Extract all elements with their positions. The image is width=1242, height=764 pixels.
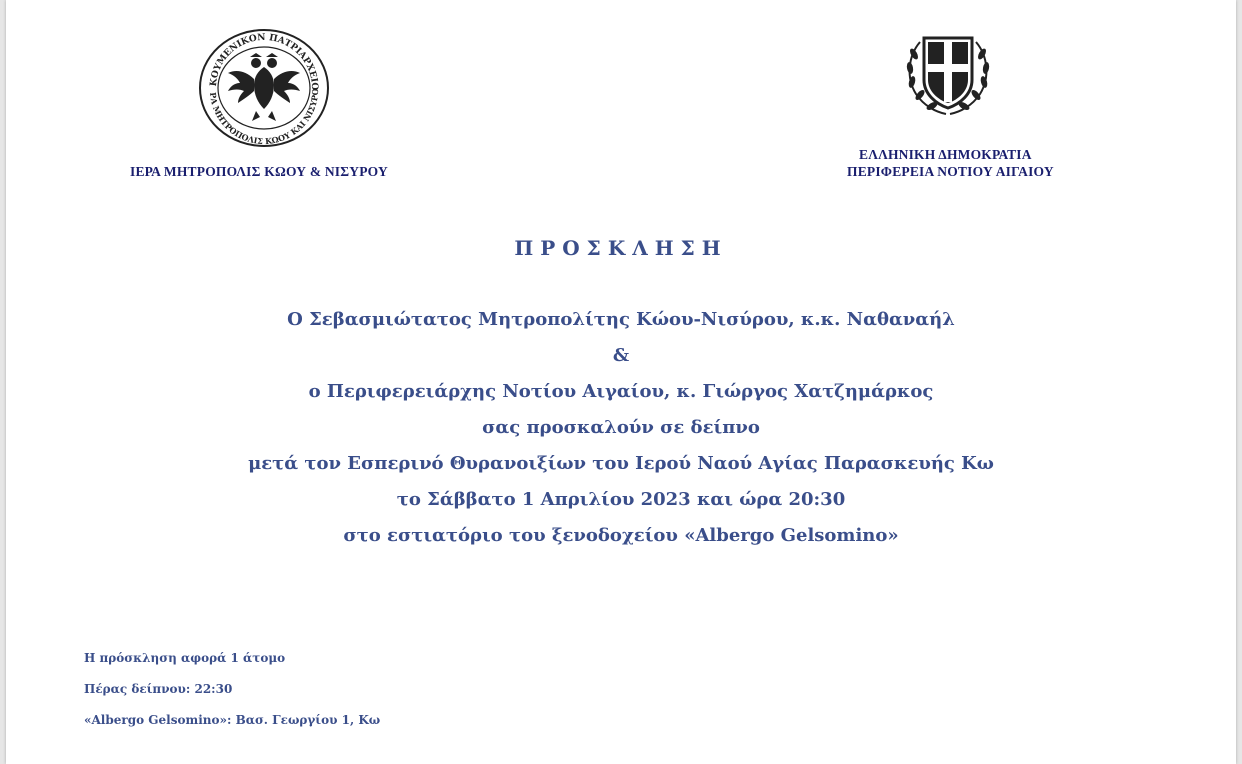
greek-coat-of-arms-icon bbox=[900, 28, 996, 118]
note-address: «Albergo Gelsomino»: Βασ. Γεωργίου 1, Κω bbox=[84, 713, 381, 727]
body-line-occasion: μετά τον Εσπερινό Θυρανοιξίων του Ιερού Ναού Αγίας Παρασκευής Κω bbox=[248, 453, 994, 474]
svg-text:ΟΙΚΟΥΜΕΝΙΚΟΝ ΠΑΤΡΙΑΡΧΕΙΟΝ: ΚΟΥΜΕΝΙΚΟΝ ΠΑΤΡΙΑΡΧΕΙΟ bbox=[208, 32, 320, 91]
body-line-host-metropolitan: Ο Σεβασμιώτατος Μητροπολίτης Κώου-Νισύρου, κ.κ. Ναθαναήλ bbox=[287, 309, 955, 330]
patriarchate-seal-icon bbox=[194, 27, 334, 149]
body-line-venue: στο εστιατόριο του ξενοδοχείου «Albergo Gelsomino» bbox=[343, 525, 899, 546]
region-name: ΠΕΡΙΦΕΡΕΙΑ ΝΟΤΙΟΥ ΑΙΓΑΙΟΥ bbox=[847, 164, 1054, 179]
note-attendees: Η πρόσκληση αφορά 1 άτομο bbox=[84, 651, 286, 665]
body-line-host-governor: ο Περιφερειάρχης Νοτίου Αιγαίου, κ. Γιώργος Χατζημάρκος bbox=[308, 381, 934, 402]
metropolis-name: ΙΕΡΑ ΜΗΤΡΟΠΟΛΙΣ ΚΩΟΥ & ΝΙΣΥΡΟΥ bbox=[130, 164, 388, 179]
invitation-notes bbox=[84, 646, 380, 739]
body-line-datetime: το Σάββατο 1 Απριλίου 2023 και ώρα 20:30 bbox=[396, 489, 846, 510]
invitation-title: ΠΡΟΣΚΛΗΣΗ bbox=[514, 236, 728, 260]
invitation-page bbox=[6, 0, 1236, 764]
note-end-time: Πέρας δείπνου: 22:30 bbox=[84, 682, 233, 696]
body-line-ampersand: & bbox=[612, 345, 630, 366]
svg-text:ΙΕΡΑ ΜΗΤΡΟΠΟΛΙΣ ΚΩΟΥ ΚΑΙ ΝΙΣΥΡ: ΡΑ ΜΗΤΡΟΠΟΛΙΣ ΚΩΟΥ ΚΑΙ ΝΙΣΥΡΟ bbox=[207, 88, 321, 147]
hellenic-republic-label: ΕΛΛΗΝΙΚΗ ΔΗΜΟΚΡΑΤΙΑ bbox=[859, 147, 1032, 162]
invitation-body bbox=[6, 302, 1236, 554]
body-line-invite: σας προσκαλούν σε δείπνο bbox=[482, 417, 760, 438]
